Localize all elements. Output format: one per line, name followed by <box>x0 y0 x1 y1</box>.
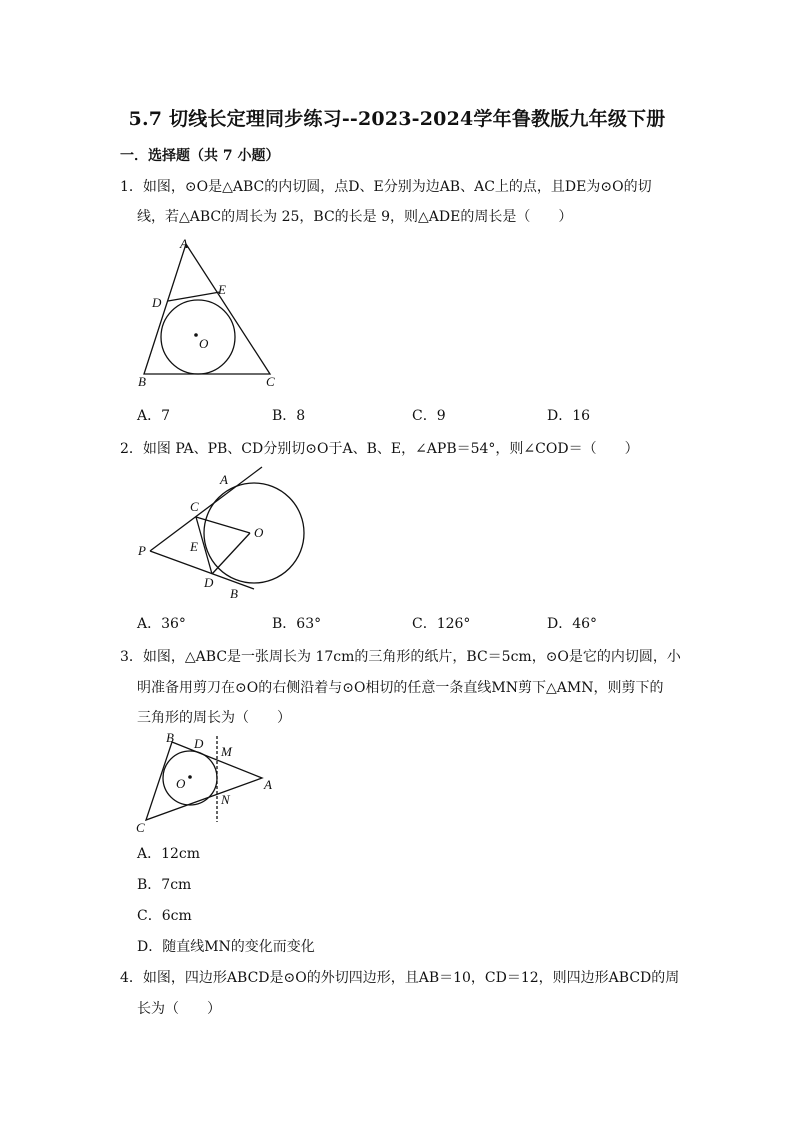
question-2-option-a[interactable]: A．36° <box>137 616 186 632</box>
label-m: M <box>221 744 232 759</box>
question-3-text-line-2: 明准备用剪刀在⊙O的右侧沿着与⊙O相切的任意一条直线MN剪下△AMN，则剪下的 <box>137 680 664 696</box>
incircle-o <box>161 300 235 374</box>
triangle-abc <box>144 244 270 374</box>
question-2-option-c[interactable]: C．126° <box>412 616 471 632</box>
label-a: A <box>180 236 188 251</box>
segment-do <box>212 533 250 574</box>
label-d: D <box>152 295 162 310</box>
section-heading: 一．选择题（共 7 小题） <box>120 148 280 164</box>
label-p: P <box>138 543 146 558</box>
question-1-option-b[interactable]: B．8 <box>272 408 306 424</box>
question-1-option-d[interactable]: D．16 <box>547 408 591 424</box>
question-2-figure <box>130 465 320 605</box>
question-1-text-line-2: 线，若△ABC的周长为 25，BC的长是 9，则△ADE的周长是（ ） <box>137 209 573 225</box>
label-b: B <box>166 730 174 745</box>
question-1-text-line-1: 1．如图，⊙O是△ABC的内切圆，点D、E分别为边AB、AC上的点，且DE为⊙O的切 <box>120 179 652 195</box>
label-d: D <box>194 736 204 751</box>
question-2-option-b[interactable]: B．63° <box>272 616 322 632</box>
label-c: C <box>190 499 199 514</box>
question-1-option-a[interactable]: A．7 <box>137 408 171 424</box>
question-2-option-d[interactable]: D．46° <box>547 616 598 632</box>
label-o: O <box>176 776 186 791</box>
center-point-o <box>188 775 192 779</box>
label-c: C <box>136 820 145 835</box>
question-3-option-a[interactable]: A．12cm <box>137 846 201 862</box>
question-3-option-c[interactable]: C．6cm <box>137 908 192 924</box>
label-a: A <box>264 777 272 792</box>
label-d: D <box>204 575 214 590</box>
label-o: O <box>254 525 264 540</box>
label-b: B <box>230 586 238 601</box>
tangent-pb <box>150 551 254 589</box>
label-a: A <box>220 472 228 487</box>
label-c: C <box>266 374 275 389</box>
label-n: N <box>221 792 230 807</box>
question-2-text-line-1: 2．如图 PA、PB、CD分别切⊙O于A、B、E，∠APB＝54°，则∠COD＝（ ） <box>120 441 639 457</box>
question-1-figure <box>130 232 290 392</box>
label-e: E <box>190 539 198 554</box>
question-3-figure <box>130 728 290 838</box>
label-o: O <box>199 336 209 351</box>
question-4-text-line-2: 长为（ ） <box>137 1001 221 1017</box>
question-3-text-line-3: 三角形的周长为（ ） <box>137 710 291 726</box>
center-point-o <box>194 333 198 337</box>
question-3-text-line-1: 3．如图，△ABC是一张周长为 17cm的三角形的纸片，BC＝5cm，⊙O是它的内切圆，小 <box>120 649 681 665</box>
label-b: B <box>138 374 146 389</box>
question-3-option-b[interactable]: B．7cm <box>137 877 192 893</box>
page-title: 5.7 切线长定理同步练习--2023-2024学年鲁教版九年级下册 <box>128 108 666 130</box>
label-e: E <box>218 282 226 297</box>
question-3-option-d[interactable]: D．随直线MN的变化而变化 <box>137 939 315 955</box>
question-4-text-line-1: 4．如图，四边形ABCD是⊙O的外切四边形，且AB＝10，CD＝12，则四边形ABCD的周 <box>120 970 680 986</box>
question-1-option-c[interactable]: C．9 <box>412 408 446 424</box>
